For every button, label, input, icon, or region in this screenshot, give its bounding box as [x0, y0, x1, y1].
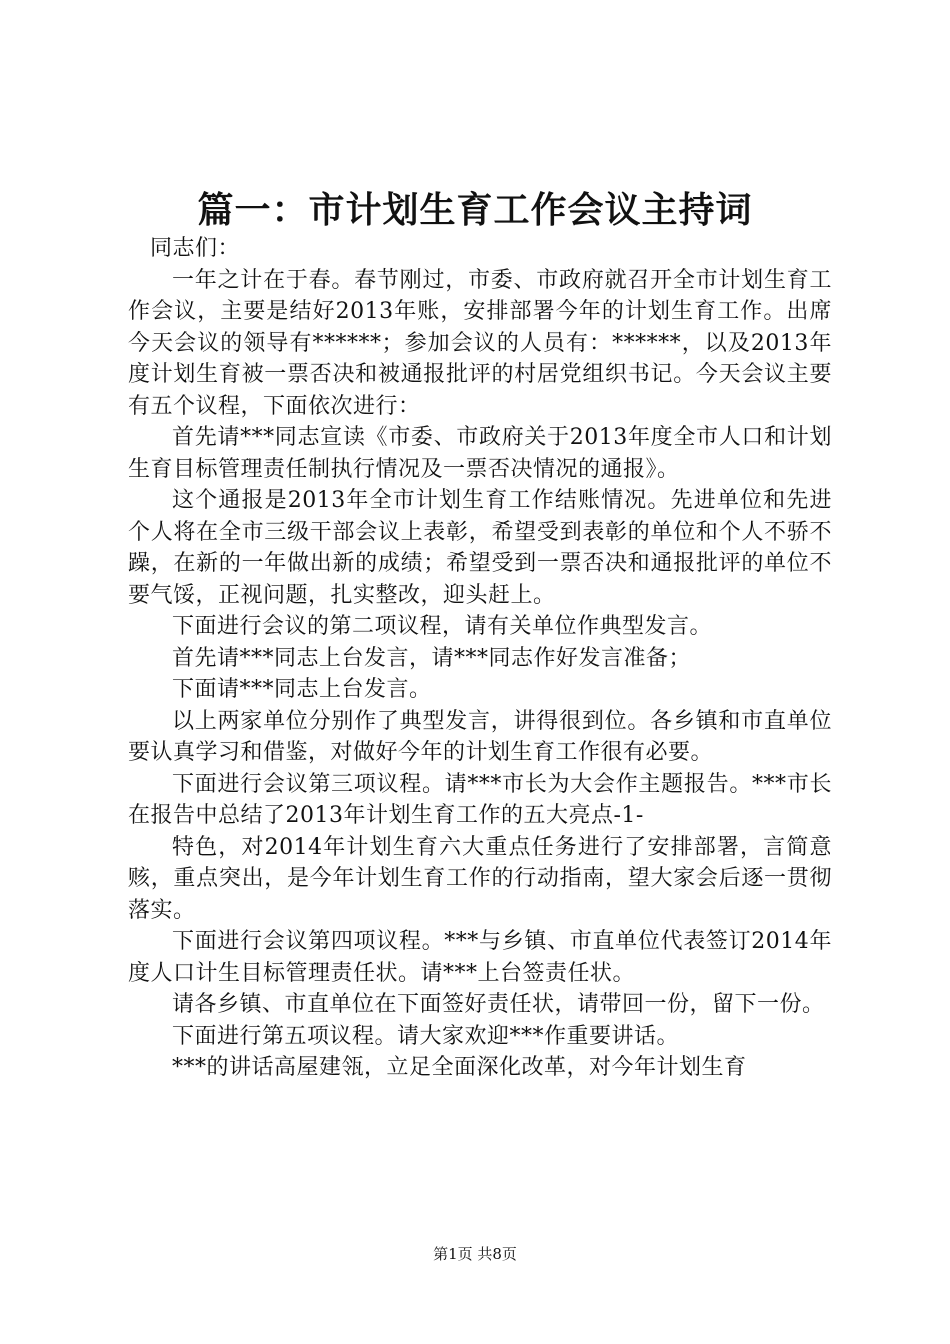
- document-title: 篇一：市计划生育工作会议主持词: [197, 189, 753, 231]
- body-paragraph: 请各乡镇、市直单位在下面签好责任状，请带回一份，留下一份。: [172, 992, 825, 1017]
- body-paragraph: 这个通报是2013年全市计划生育工作结账情况。先进单位和先进个人将在全市三级干部会议上表彰，希望受到表彰的单位和个人不骄不躁，在新的一年做出新的成绩；希望受到一票否决和通报批评的单位不要气馁，正视问题，扎实整改，迎头赶上。: [128, 488, 832, 608]
- body-paragraph: 下面进行会议的第二项议程，请有关单位作典型发言。: [172, 614, 713, 639]
- body-paragraph: 首先请***同志宣读《市委、市政府关于2013年度全市人口和计划生育目标管理责任制执行情况及一票否决情况的通报》。: [128, 425, 832, 482]
- body-paragraph: 一年之计在于春。春节刚过，市委、市政府就召开全市计划生育工作会议，主要是结好2013年账，安排部署今年的计划生育工作。出席今天会议的领导有******；参加会议的人员有：******，以及2013年度计划生育被一票否决和被通报批评的村居党组织书记。今天会议主要有五个议程，下面依次进行：: [128, 267, 832, 419]
- body-paragraph: 以上两家单位分别作了典型发言，讲得很到位。各乡镇和市直单位要认真学习和借鉴，对做好今年的计划生育工作很有必要。: [128, 708, 832, 765]
- document-body: [128, 233, 832, 1084]
- page-number-footer: 第1页 共8页: [433, 1245, 517, 1263]
- body-paragraph: ***的讲话高屋建瓴，立足全面深化改革，对今年计划生育: [172, 1055, 747, 1080]
- body-paragraph: 下面请***同志上台发言。: [172, 677, 432, 702]
- greeting-paragraph: 同志们：: [150, 236, 241, 261]
- body-paragraph: 下面进行第五项议程。请大家欢迎***作重要讲话。: [172, 1023, 680, 1049]
- body-paragraph: 首先请***同志上台发言，请***同志作好发言准备；: [172, 645, 692, 671]
- body-paragraph: 特色，对2014年计划生育六大重点任务进行了安排部署，言简意赅，重点突出，是今年计划生育工作的行动指南，望大家会后逐一贯彻落实。: [128, 834, 832, 923]
- body-paragraph: 下面进行会议第三项议程。请***市长为大会作主题报告。***市长在报告中总结了2013年计划生育工作的五大亮点-1-: [128, 771, 832, 828]
- body-paragraph: 下面进行会议第四项议程。***与乡镇、市直单位代表签订2014年度人口计生目标管理责任状。请***上台签责任状。: [128, 929, 832, 986]
